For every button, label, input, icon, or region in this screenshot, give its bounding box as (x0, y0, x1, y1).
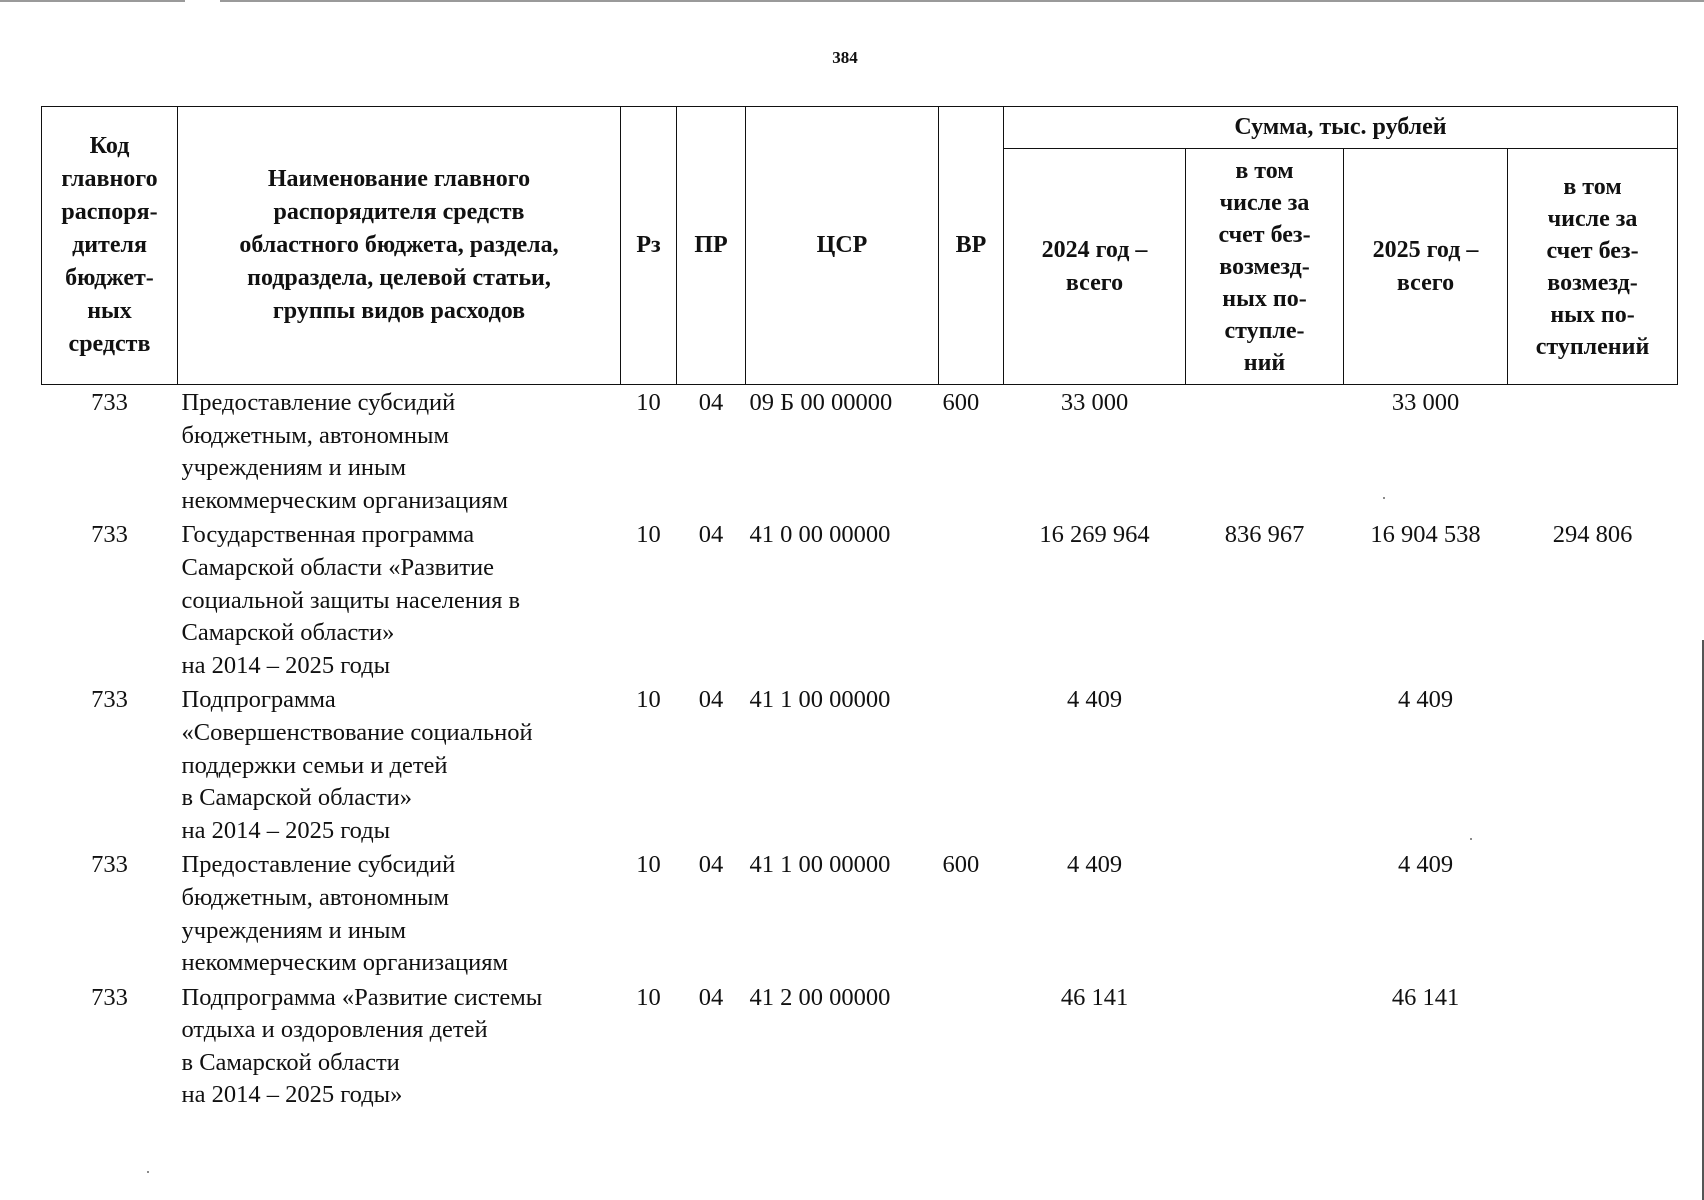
cell-pr: 04 (698, 983, 724, 1011)
cell-name: Подпрограмма «Развитие системы отдыха и оздоровления детей в Самарской области на 2014 – 2025 годы» (181, 983, 543, 1109)
cell-2025-free: 294 806 (1552, 521, 1633, 549)
header-csr: ЦСР (746, 107, 939, 385)
cell-pr: 04 (698, 389, 724, 416)
cell-name: Предоставление субсидий бюджетным, автономным учреждениям и иным некоммерческим организациям (181, 389, 508, 514)
budget-table (41, 106, 1678, 1112)
cell-name: Предоставление субсидий бюджетным, автономным учреждениям и иным некоммерческим организациям (181, 851, 508, 977)
cell-2025-free (1508, 980, 1678, 1112)
cell-vr: 600 (942, 851, 980, 879)
header-code: Код главного распоря- дителя бюджет- ных средств (42, 107, 178, 385)
table-body (42, 385, 1678, 1113)
cell-rz: 10 (636, 389, 661, 416)
cell-2024-free (1186, 847, 1344, 979)
header-pr: ПР (677, 107, 746, 385)
cell-csr: 09 Б 00 00000 (749, 389, 893, 416)
cell-2025-free (1508, 682, 1678, 847)
table-row (42, 385, 1678, 518)
cell-rz: 10 (636, 851, 661, 879)
cell-2024-total: 4 409 (1066, 686, 1123, 714)
table-row (42, 517, 1678, 682)
cell-vr: 600 (942, 389, 980, 416)
table-row (42, 847, 1678, 979)
scan-speck (1383, 497, 1385, 499)
cell-code: 733 (91, 521, 128, 549)
cell-csr: 41 2 00 00000 (749, 983, 891, 1011)
cell-vr (939, 517, 1004, 682)
cell-2024-total: 33 000 (1060, 389, 1129, 416)
table-header (42, 107, 1678, 385)
cell-2025-free (1508, 847, 1678, 979)
cell-csr: 41 1 00 00000 (749, 851, 891, 879)
cell-code: 733 (91, 851, 128, 879)
header-2025-total: 2025 год – всего (1344, 149, 1508, 385)
cell-2025-free (1508, 385, 1678, 518)
header-sum-group: Сумма, тыс. рублей (1004, 107, 1678, 149)
cell-vr (939, 980, 1004, 1112)
header-2025-free: в том числе за счет без- возмезд- ных по- ступлений (1508, 149, 1678, 385)
cell-2025-total: 4 409 (1397, 851, 1454, 879)
header-2024-free: в том числе за счет без- возмезд- ных по- ступле- ний (1186, 149, 1344, 385)
cell-2024-total: 46 141 (1060, 983, 1129, 1011)
cell-pr: 04 (698, 686, 724, 714)
page-number: 384 (832, 48, 858, 67)
cell-2025-total: 46 141 (1391, 983, 1460, 1011)
cell-code: 733 (91, 686, 128, 714)
cell-csr: 41 1 00 00000 (749, 686, 891, 714)
cell-2025-total: 4 409 (1397, 686, 1454, 714)
header-name: Наименование главного распорядителя средств областного бюджета, раздела, подраздела, целевой статьи, группы видов расходов (178, 107, 621, 385)
cell-rz: 10 (636, 983, 661, 1011)
table-row (42, 682, 1678, 847)
cell-vr (939, 682, 1004, 847)
scan-speck (147, 1171, 149, 1173)
cell-2024-free (1186, 682, 1344, 847)
cell-code: 733 (91, 983, 128, 1011)
cell-pr: 04 (698, 851, 724, 879)
cell-csr: 41 0 00 00000 (749, 521, 891, 549)
cell-2024-total: 16 269 964 (1039, 521, 1150, 549)
cell-rz: 10 (636, 686, 661, 714)
scan-edge-line-left (0, 0, 185, 2)
cell-name: Подпрограмма «Совершенствование социальной поддержки семьи и детей в Самарской области» на 2014 – 2025 годы (181, 686, 533, 844)
cell-2024-free: 836 967 (1224, 521, 1305, 549)
scan-speck (1470, 838, 1472, 840)
cell-name: Государственная программа Самарской области «Развитие социальной защиты населения в Самарской области» на 2014 – 2025 годы (181, 521, 521, 679)
scan-edge-line-right (220, 0, 1704, 2)
cell-2025-total: 33 000 (1391, 389, 1460, 416)
cell-2024-free (1186, 980, 1344, 1112)
table-row (42, 980, 1678, 1112)
header-2024-total: 2024 год – всего (1004, 149, 1186, 385)
cell-2024-free (1186, 385, 1344, 518)
cell-2025-total: 16 904 538 (1370, 521, 1481, 549)
cell-code: 733 (91, 389, 128, 416)
cell-rz: 10 (636, 521, 661, 549)
header-vr: ВР (939, 107, 1004, 385)
cell-2024-total: 4 409 (1066, 851, 1123, 879)
header-rz: Рз (621, 107, 677, 385)
cell-pr: 04 (698, 521, 724, 549)
